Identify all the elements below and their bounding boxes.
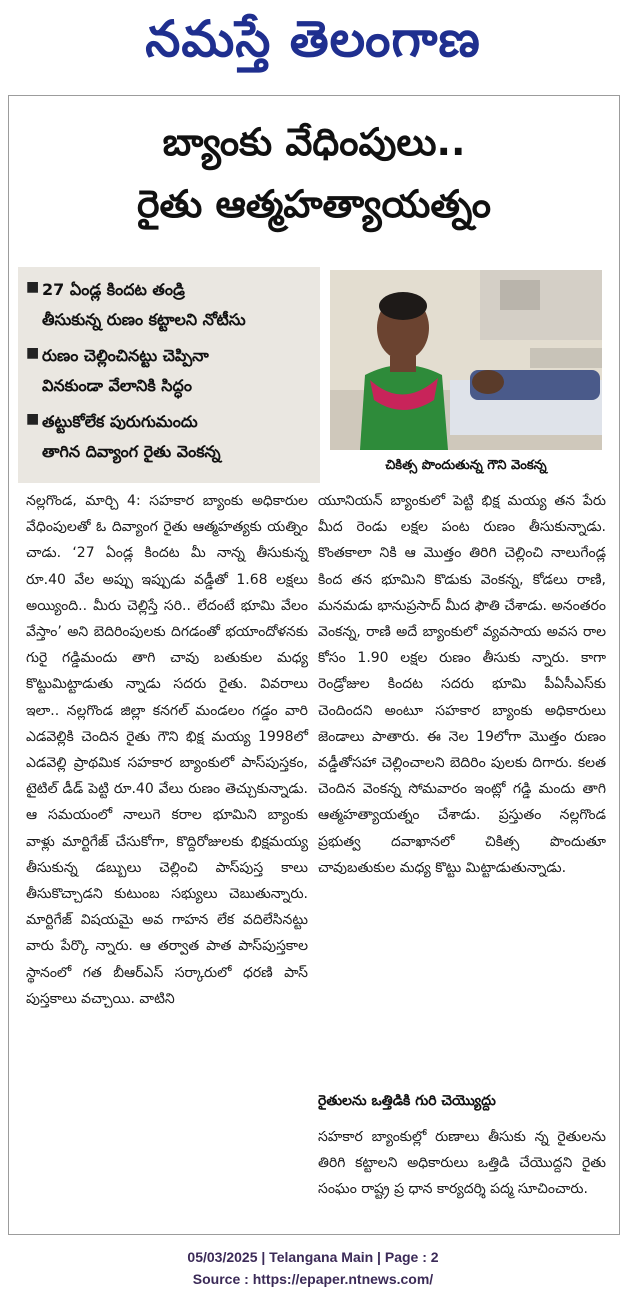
- masthead-logo: నమస్తే తెలంగాణ: [145, 10, 481, 68]
- footer-source-line: Source : https://epaper.ntnews.com/: [192, 1271, 434, 1287]
- article-text: యూనియన్ బ్యాంకులో పెట్టి భిక్ష మయ్య తన పేరు మీద రెండు లక్షల పంట రుణం తీసుకున్నాడు. కొంతకాలా నికి ఆ మొత్తం తిరిగి చెల్లించి నాలుగేండ్ల కింద తన భూమిని కొడుకు వెంకన్న, కోడలు రాణి, మనమడు భానుప్రసాద్ మీద ఫౌతి చేశాడు. అనంతరం వెంకన్న, రాణి అదే బ్యాంకులో వ్యవసాయ అవస రాల కోసం 1.90 లక్షల రుణం తీసుకు న్నారు. కాగా రెండ్రోజుల కిందట సదరు భూమి పీఏసీఎస్‌కు చెందిందని అంటూ సహకార బ్యాంకు అధికారులు జెండాలు పాతారు. ఈ నెల 19లోగా మొత్తం రుణం వడ్డీతోసహా చెల్లించాలని బెదిరిం పులకు దిగారు. కలత చెందిన వెంకన్న సోమవారం ఇంట్లో గడ్డి మందు తాగి ఆత్మహత్యాయత్నం చేశాడు. ప్రస్తుతం నల్లగొండ ప్రభుత్వ దవాఖానలో చికిత్స పొందుతూ చావుబతుకుల మధ్య కొట్టు మిట్టాడుతున్నాడు.: [318, 493, 606, 876]
- article-column-right: [318, 488, 606, 881]
- bullet-icon: ■: [26, 411, 40, 427]
- highlight-line: రుణం చెల్లించినట్టు చెప్పినా: [42, 346, 209, 365]
- highlight-line: వినకుండా వేలానికి సిద్ధం: [42, 376, 192, 395]
- article-column-left: [26, 488, 308, 1012]
- article-text: నల్లగొండ, మార్చి 4: సహకార బ్యాంకు అధికారుల వేధింపులతో ఓ దివ్యాంగ రైతు ఆత్మహత్యకు యత్నిం చాడు. ‘27 ఏండ్ల కిందట మీ నాన్న తీసుకున్న రూ.40 వేల అప్పు ఇప్పుడు వడ్డీతో 1.68 లక్షలు అయ్యింది.. మీరు చెల్లిస్తే సరి.. లేదంటే భూమి వేలం వేస్తాం’ అని బెదిరింపులకు దిగడంతో భయాందోళనకు గురై గడ్డిమందు తాగి చావు బతుకుల మధ్య కొట్టుమిట్టాడుతు న్నాడు సదరు రైతు. వివరాలు ఇలా.. నల్లగొండ జిల్లా కనగల్ మండలం గడ్డం వారి ఎడవెల్లికి చెందిన రైతు గౌని భిక్ష మయ్య 1998లో ఎడవెల్లి ప్రాథమిక సహకార బ్యాంకులో పాస్‌పుస్తకం, టైటిల్ డీడ్ పెట్టి రూ.40 వేలు రుణం తెచ్చుకున్నాడు. ఆ సమయంలో నాలుగె కరాల భూమిని బ్యాంకు వాళ్లు మార్టిగేజ్ చేసుకోగా, కొద్దిరోజులకు భిక్షమయ్య తీసుకున్న డబ్బులు చెల్లించి పాస్‌పుస్త కాలు తీసుకొచ్చాడని కుటుంబ సభ్యులు చెబుతున్నారు. మార్టిగేజ్ విషయమై అవ గాహన లేక వదిలేసినట్టు వారు పేర్కొ న్నారు. ఆ తర్వాత పాత పాస్‌పుస్తకాల స్థానంలో గత బీఆర్‌ఎస్ సర్కారులో ధరణి పాస్ పుస్తకాలు వచ్చాయి. వాటిని: [26, 493, 308, 1007]
- article-text: సహకార బ్యాంకుల్లో రుణాలు తీసుకు న్న రైతులను తిరిగి కట్టాలని అధికారులు ఒత్తిడి చేయొద్దని రైతు సంఘం రాష్ట్ర ప్ర ధాన కార్యదర్శి పద్మ సూచించారు.: [318, 1129, 606, 1198]
- headline-line-2: రైతు ఆత్మహత్యాయత్నం: [137, 182, 491, 226]
- footer-date-line: 05/03/2025 | Telangana Main | Page : 2: [187, 1249, 439, 1265]
- highlights-box: [18, 267, 320, 483]
- article-closing-column: [318, 1124, 606, 1203]
- highlight-item: [26, 275, 314, 335]
- bullet-icon: ■: [26, 279, 40, 295]
- bullet-icon: ■: [26, 345, 40, 361]
- hospital-photo-illustration: [330, 270, 602, 450]
- news-photo: [330, 270, 602, 450]
- highlight-item: [26, 341, 314, 401]
- article-subheading: రైతులను ఒత్తిడికి గురి చెయ్యొద్దు: [318, 1093, 496, 1109]
- highlight-line: 27 ఏండ్ల కిందట తండ్రి: [42, 280, 185, 299]
- highlight-line: తట్టుకోలేక పురుగుమందు: [42, 412, 198, 431]
- highlight-line: తాగిన దివ్యాంగ రైతు వెంకన్న: [42, 442, 221, 461]
- highlight-line: తీసుకున్న రుణం కట్టాలని నోటీసు: [42, 310, 246, 329]
- highlight-item: [26, 407, 314, 467]
- headline-line-1: బ్యాంకు వేధింపులు..: [162, 120, 466, 164]
- photo-caption: చికిత్స పొందుతున్న గౌని వెంకన్న: [385, 458, 547, 473]
